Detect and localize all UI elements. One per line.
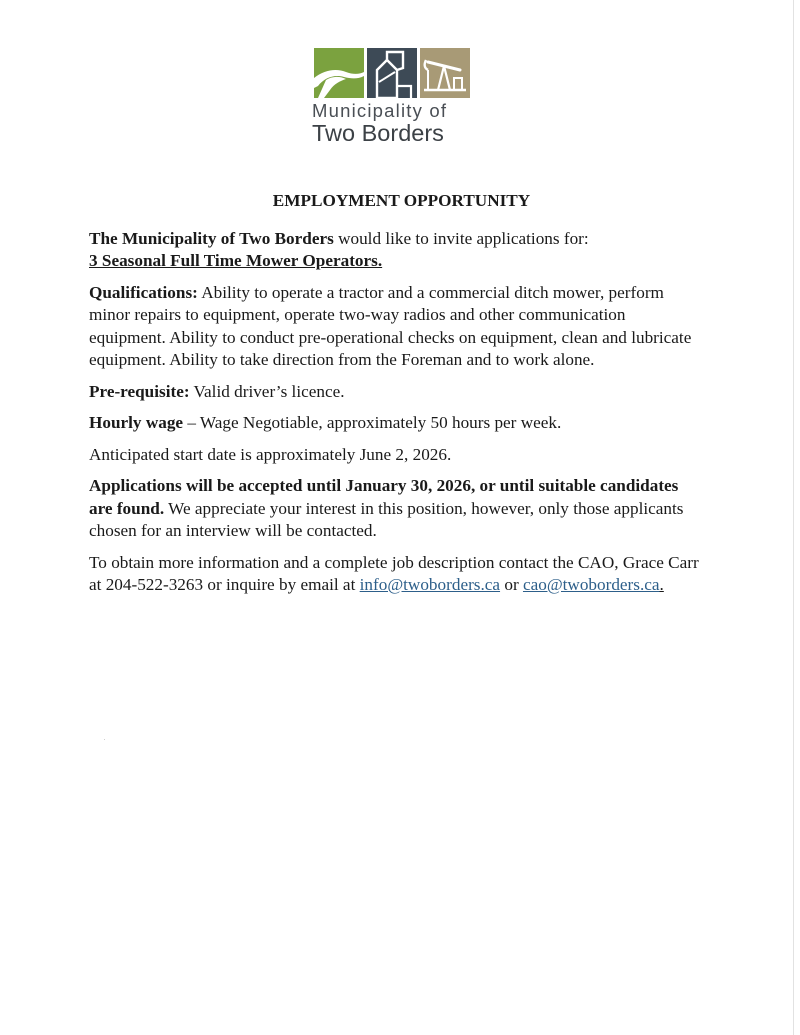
logo-tiles bbox=[314, 48, 478, 98]
prerequisite-text: Valid driver’s licence. bbox=[189, 381, 345, 401]
municipality-logo bbox=[312, 48, 478, 145]
page-title: EMPLOYMENT OPPORTUNITY bbox=[272, 191, 531, 210]
pumpjack-tile-icon bbox=[420, 48, 470, 98]
grain-elevator-tile-icon bbox=[367, 48, 417, 98]
wage-text: – Wage Negotiable, approximately 50 hours per week. bbox=[183, 413, 562, 432]
email-link-cao[interactable]: cao@twoborders.ca bbox=[522, 575, 660, 594]
logo-text-line1: Municipality of bbox=[312, 100, 448, 121]
prerequisite-label: Pre-requisite: bbox=[89, 381, 190, 401]
position-title: 3 Seasonal Full Time Mower Operators. bbox=[89, 251, 383, 270]
intro-org: The Municipality of Two Borders bbox=[89, 228, 334, 248]
wage-paragraph bbox=[89, 412, 704, 435]
qualifications-label: Qualifications: bbox=[89, 282, 198, 302]
wage-label: Hourly wage bbox=[89, 413, 184, 432]
start-date-paragraph: Anticipated start date is approximately June 2, 2026. bbox=[89, 444, 452, 464]
applications-deadline: Applications will be accepted until January 30, 2026, or until suitable candidates are found. bbox=[89, 476, 679, 518]
contact-or: or bbox=[500, 575, 523, 594]
landscape-tile-icon bbox=[314, 48, 364, 98]
contact-paragraph bbox=[89, 552, 704, 597]
qualifications-paragraph bbox=[89, 282, 704, 372]
qualifications-text: Ability to operate a tractor and a commercial ditch mower, perform minor repairs to equipment, operate two-way radios and other communication equipment. Ability to conduct pre-operational checks on equipment, clean and lubricate equipment. Ability to take direction from the Foreman and to work alone. bbox=[89, 282, 692, 369]
applications-text: We appreciate your interest in this position, however, only those applicants chosen for an interview will be contacted. bbox=[89, 498, 684, 540]
logo-text-line2: Two Borders bbox=[312, 120, 444, 146]
intro-paragraph bbox=[89, 228, 704, 273]
intro-text: would like to invite applications for: bbox=[333, 228, 589, 248]
applications-paragraph bbox=[89, 475, 704, 543]
scan-speck bbox=[104, 739, 105, 740]
page-edge-line bbox=[793, 0, 794, 1035]
posting-body bbox=[89, 190, 704, 606]
contact-end: . bbox=[659, 575, 664, 594]
contact-text: To obtain more information and a complete job description contact the CAO, Grace Carr at 204-522-3263 or inquire by email at bbox=[89, 552, 699, 594]
email-link-info[interactable]: info@twoborders.ca bbox=[359, 575, 501, 594]
prerequisite-paragraph bbox=[89, 381, 704, 404]
